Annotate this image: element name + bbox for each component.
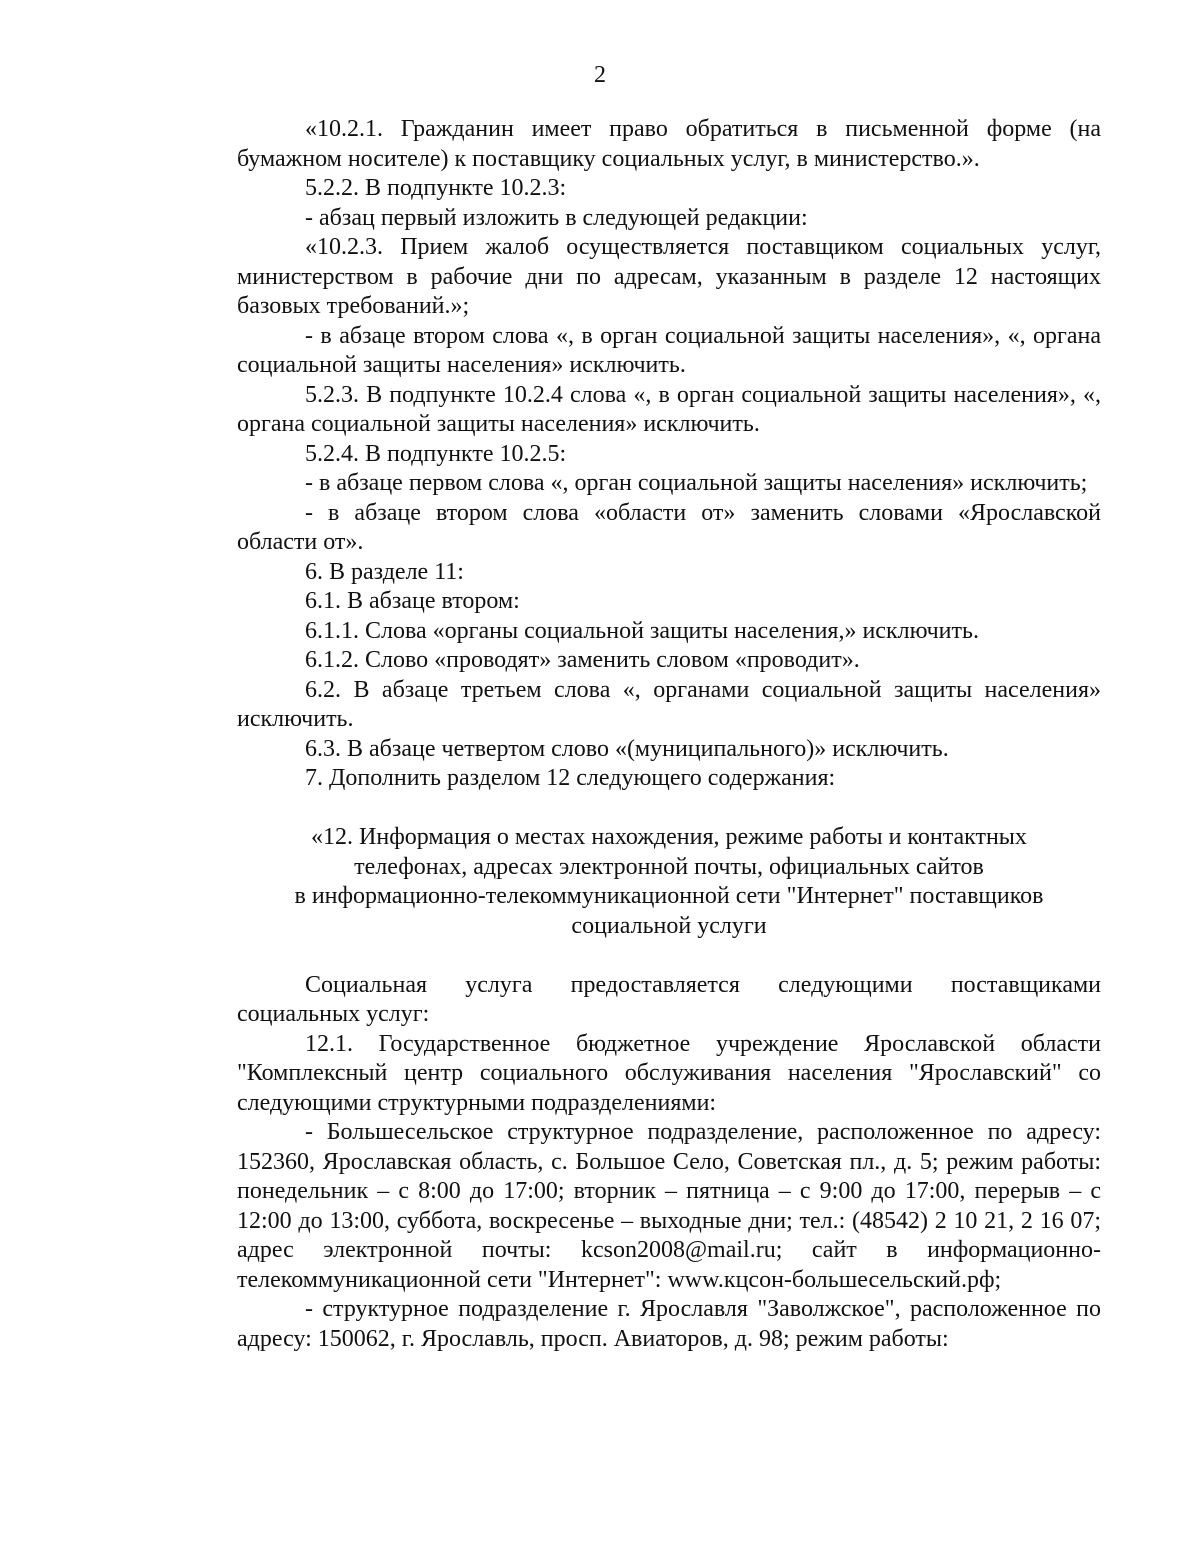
section-heading-line: телефонах, адресах электронной почты, официальных сайтов — [354, 853, 984, 880]
document-body — [237, 115, 1101, 1354]
section-heading-line: «12. Информация о местах нахождения, режиме работы и контактных — [311, 824, 1027, 850]
section-heading-line: социальной услуги — [571, 912, 767, 939]
section-heading-line: в информационно-телекоммуникационной сети "Интернет" поставщиков — [294, 883, 1044, 909]
paragraph: 6.1.1. Слова «органы социальной защиты населения,» исключить. — [305, 617, 979, 644]
paragraph: 12.1. Государственное бюджетное учреждение Ярославской области "Комплексный центр социального обслуживания населения "Ярославский" со следующими структурными подразделениями: — [237, 1030, 1101, 1116]
paragraph: - Большесельское структурное подразделение, расположенное по адресу: 152360, Ярославская область, с. Большое Село, Советская пл., д. 5; режим работы: понедельник – с 8:00 до 17:00; вторник – пятница – с 9:00 до 17:00, перерыв – с 12:00 до 13:00, суббота, воскресенье – выходные дни; тел.: (48542) 2 10 21, 2 16 07; адрес электронной почты: kcson2008@mail.ru; сайт в информационно-телекоммуникационной сети "Интернет": www.кцсон-большесельский.рф; — [237, 1119, 1101, 1293]
paragraph: Социальная услуга предоставляется следующими поставщиками социальных услуг: — [237, 971, 1101, 1027]
paragraph: 6.1.2. Слово «проводят» заменить словом «проводит». — [305, 647, 860, 673]
paragraph: 6.2. В абзаце третьем слова «, органами социальной защиты населения» исключить. — [237, 676, 1101, 732]
paragraph: 5.2.2. В подпункте 10.2.3: — [305, 175, 567, 201]
page-number: 2 — [594, 62, 606, 88]
paragraph: - в абзаце первом слова «, орган социальной защиты населения» исключить; — [305, 470, 1088, 496]
section-heading — [237, 823, 1101, 941]
paragraph: 6. В разделе 11: — [305, 558, 464, 585]
paragraph: 5.2.3. В подпункте 10.2.4 слова «, в орган социальной защиты населения», «, органа социальной защиты населения» исключить. — [237, 381, 1101, 437]
paragraph: - абзац первый изложить в следующей редакции: — [305, 204, 808, 231]
paragraph: 6.3. В абзаце четвертом слово «(муниципального)» исключить. — [305, 735, 949, 762]
paragraph: - структурное подразделение г. Ярославля "Заволжское", расположенное по адресу: 150062, г. Ярославль, просп. Авиаторов, д. 98; режим работы: — [237, 1296, 1101, 1352]
paragraph: 5.2.4. В подпункте 10.2.5: — [305, 440, 567, 467]
paragraph: - в абзаце втором слова «области от» заменить словами «Ярославской области от». — [237, 499, 1101, 555]
paragraph: «10.2.1. Гражданин имеет право обратиться в письменной форме (на бумажном носителе) к поставщику социальных услуг, в министерство.». — [237, 116, 1101, 172]
paragraph: 6.1. В абзаце втором: — [305, 588, 520, 614]
paragraph: «10.2.3. Прием жалоб осуществляется поставщиком социальных услуг, министерством в рабочие дни по адресам, указанным в разделе 12 настоящих базовых требований.»; — [237, 234, 1101, 319]
paragraph: - в абзаце втором слова «, в орган социальной защиты населения», «, органа социальной защиты населения» исключить. — [237, 322, 1101, 378]
paragraph: 7. Дополнить разделом 12 следующего содержания: — [305, 765, 836, 791]
